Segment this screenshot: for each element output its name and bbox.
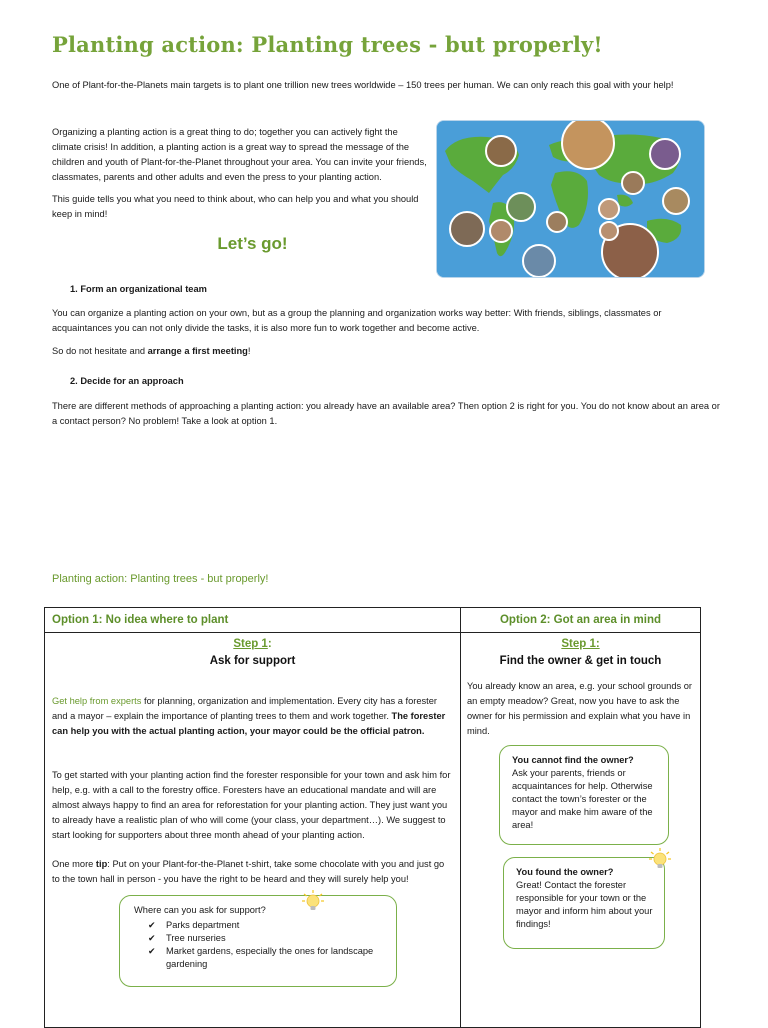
option-2-step: Step 1: <box>561 638 600 650</box>
option-1-step-title: Ask for support <box>209 655 296 667</box>
support-box-title: Where can you ask for support? <box>134 905 266 915</box>
option-1-header: Option 1: No idea where to plant <box>45 608 461 633</box>
section-1-text: You can organize a planting action on your own, but as a group the planning and organization works way better: With friends, siblings, classmates or acquaintances you can not only divide the tasks, it is also more fun to work together and become active. <box>52 308 662 333</box>
world-map-image <box>437 121 704 277</box>
meeting-emphasis: arrange a first meeting <box>147 346 248 356</box>
support-list <box>132 919 386 971</box>
owner-not-found-title: You cannot find the owner? <box>512 755 634 765</box>
option-1-cell <box>45 633 461 1028</box>
page-2-header: Planting action: Planting trees - but properly! <box>52 573 269 585</box>
option-1-step: Step 1: <box>233 638 272 650</box>
owner-found-title: You found the owner? <box>516 867 614 877</box>
lets-go-heading: Let’s go! <box>217 234 288 253</box>
option-1-paragraph-2: To get started with your planting action find the forester responsible for your town and ask him for help, e.g. with a call to the forestry office. Foresters have an educational mandate and will are almost always happy to find an area for reforestation for your planting action. They just want you to already have a realistic plan of who will come (your class, your department…). We suggest to start looking for supporters about three month ahead of your planting action. <box>52 770 451 840</box>
section-2-text: There are different methods of approaching a planting action: you already have an available area? Then option 2 is right for you. You do not know about an area or a contact person? No problem! Take a look at option 1. <box>52 401 720 426</box>
option-2-cell <box>461 633 701 1028</box>
intro-paragraph-2: This guide tells you what you need to think about, who can help you and what you should keep in mind! <box>52 194 419 219</box>
checkmark-icon: ✔ <box>148 920 156 930</box>
list-item: ✔ Parks department <box>148 920 240 930</box>
owner-found-text: Great! Contact the forester responsible for your town or the mayor and inform him about your findings! <box>516 880 653 929</box>
options-table <box>44 607 701 1028</box>
owner-found-box <box>503 857 665 949</box>
support-box <box>119 895 397 987</box>
lightbulb-icon <box>648 847 672 871</box>
owner-not-found-text: Ask your parents, friends or acquaintances for help. Otherwise contact the town’s forester or the mayor and make him aware of the area! <box>512 768 653 830</box>
option-1-paragraph-1: Get help from experts for planning, organization and implementation. Every city has a forester and a mayor – explain the importance of planting trees to them and work together. The forester can help you with the actual planting action, your mayor could be the official patron. <box>52 696 446 736</box>
list-item: ✔ Tree nurseries <box>148 933 226 943</box>
checkmark-icon: ✔ <box>148 946 156 956</box>
page-title: Planting action: Planting trees - but properly! <box>52 32 603 57</box>
intro-text: One of Plant-for-the-Planets main targets is to plant one trillion new trees worldwide – 150 trees per human. We can only reach this goal with your help! <box>52 80 674 90</box>
section-1-heading: 1. Form an organizational team <box>70 284 207 294</box>
option-2-paragraph-1: You already know an area, e.g. your school grounds or an empty meadow? Great, now you have to ask the owner for his permission and explain what you have in mind. <box>467 681 692 736</box>
intro-paragraph-1: Organizing a planting action is a great thing to do; together you can actively fight the climate crisis! In addition, a planting action is a great way to spread the message of the children and youth of Plant-for-the-Planet throughout your area. You can invite your friends, classmates, parents and other adults and even the press to your planting action. <box>52 127 427 182</box>
lightbulb-icon <box>301 889 325 913</box>
section-2-heading: 2. Decide for an approach <box>70 376 184 386</box>
owner-not-found-box <box>499 745 669 845</box>
section-1-text-2: So do not hesitate and arrange a first meeting! <box>52 346 251 356</box>
option-1-paragraph-3: One more tip: Put on your Plant-for-the-Planet t-shirt, take some chocolate with you and just go to the town hall in person - you have the right to be heard and they will surely help you! <box>52 859 445 884</box>
list-item: ✔ Market gardens, especially the ones for landscape gardening <box>148 946 374 969</box>
checkmark-icon: ✔ <box>148 933 156 943</box>
option-2-step-title: Find the owner & get in touch <box>499 655 662 667</box>
option-2-header: Option 2: Got an area in mind <box>461 608 701 633</box>
